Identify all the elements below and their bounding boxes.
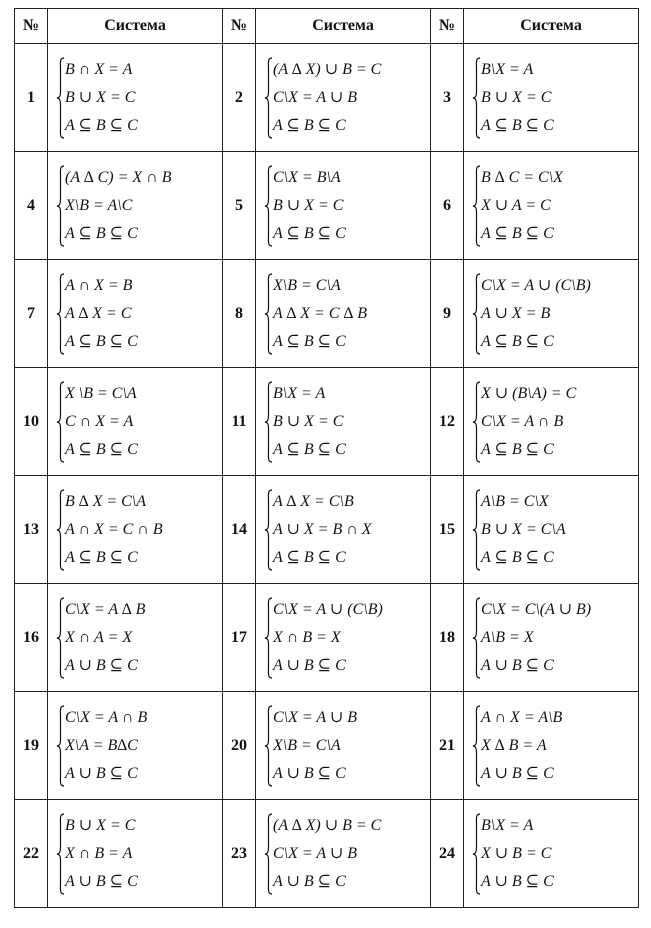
variant-number: 6 <box>431 152 464 260</box>
system-cell <box>464 584 639 692</box>
left-brace-icon <box>56 597 65 679</box>
system-cell <box>256 692 431 800</box>
header-system: Система <box>464 9 639 44</box>
variant-number: 10 <box>15 368 48 476</box>
header-row <box>15 9 639 44</box>
equation: B\X = A <box>481 816 534 834</box>
equation: A ∩ X = C ∩ B <box>65 520 163 538</box>
equation-system <box>472 56 638 140</box>
equation: C\X = A ∪ B <box>273 844 358 862</box>
equation: B ∪ X = C\A <box>481 520 566 538</box>
equation: B ∆ X = C\A <box>65 492 147 510</box>
system-cell <box>256 44 431 152</box>
document-page <box>14 8 638 916</box>
equation: C\X = A ∪ B <box>273 88 358 106</box>
left-brace-icon <box>264 273 273 355</box>
equation: A\B = X <box>481 628 534 646</box>
equation-system <box>264 56 430 140</box>
equation: X ∩ A = X <box>65 628 133 646</box>
equation: X ∪ A = C <box>481 196 551 214</box>
equation: A ⊆ B ⊆ C <box>65 224 138 242</box>
table-row <box>15 800 639 908</box>
equation: B ∪ X = C <box>273 412 344 430</box>
equation-system <box>472 380 638 464</box>
equation: X\A = B∆C <box>65 736 138 754</box>
equation: A ∪ X = B ∩ X <box>273 520 372 538</box>
equation: C\X = A ∪ (C\B) <box>481 276 591 294</box>
equation: A ∆ X = C <box>65 304 132 322</box>
equation-system <box>472 488 638 572</box>
equation: A ⊆ B ⊆ C <box>481 116 554 134</box>
equation-system <box>56 164 222 248</box>
variant-number: 18 <box>431 584 464 692</box>
equation: (A ∆ C) = X ∩ B <box>65 168 172 186</box>
left-brace-icon <box>56 57 65 139</box>
systems-table <box>14 8 639 908</box>
equation: A ∩ X = B <box>65 276 133 294</box>
variant-number: 9 <box>431 260 464 368</box>
left-brace-icon <box>472 381 481 463</box>
equation: X\B = C\A <box>273 276 341 294</box>
table-row <box>15 152 639 260</box>
left-brace-icon <box>472 489 481 571</box>
variant-number: 15 <box>431 476 464 584</box>
system-cell <box>48 152 223 260</box>
system-cell <box>256 476 431 584</box>
equation: A ∪ B ⊆ C <box>481 764 554 782</box>
variant-number: 5 <box>223 152 256 260</box>
equation-system <box>472 272 638 356</box>
equation: X \B = C\A <box>65 384 137 402</box>
system-cell <box>48 692 223 800</box>
equation-system <box>264 272 430 356</box>
equation-system <box>56 596 222 680</box>
equation-system <box>472 596 638 680</box>
left-brace-icon <box>472 57 481 139</box>
equation-system <box>56 272 222 356</box>
system-cell <box>48 800 223 908</box>
header-system: Система <box>48 9 223 44</box>
equation-system <box>264 812 430 896</box>
equation-system <box>472 164 638 248</box>
equation: C\X = A ∩ B <box>481 412 564 430</box>
equation: A ∪ B ⊆ C <box>481 656 554 674</box>
equation: X ∩ B = A <box>65 844 133 862</box>
equation: (A ∆ X) ∪ B = C <box>273 60 382 78</box>
equation: A ∆ X = C\B <box>273 492 354 510</box>
left-brace-icon <box>264 705 273 787</box>
left-brace-icon <box>264 597 273 679</box>
left-brace-icon <box>472 165 481 247</box>
variant-number: 19 <box>15 692 48 800</box>
system-cell <box>256 584 431 692</box>
left-brace-icon <box>264 813 273 895</box>
system-cell <box>48 368 223 476</box>
equation-system <box>56 812 222 896</box>
equation-system <box>264 596 430 680</box>
equation: B\X = A <box>273 384 326 402</box>
variant-number: 2 <box>223 44 256 152</box>
equation: A ∪ B ⊆ C <box>65 656 138 674</box>
system-cell <box>464 800 639 908</box>
equation: A ∪ B ⊆ C <box>65 872 138 890</box>
equation-system <box>56 488 222 572</box>
table-row <box>15 476 639 584</box>
equation: A ⊆ B ⊆ C <box>481 224 554 242</box>
equation: X ∪ (B\A) = C <box>481 384 577 402</box>
equation: A ⊆ B ⊆ C <box>273 332 346 350</box>
equation: B ∩ X = A <box>65 60 133 78</box>
equation: A ⊆ B ⊆ C <box>481 548 554 566</box>
header-number: № <box>15 9 48 44</box>
equation: A ∆ X = C ∆ B <box>273 304 368 322</box>
system-cell <box>48 260 223 368</box>
system-cell <box>48 584 223 692</box>
table-body <box>15 44 639 908</box>
variant-number: 16 <box>15 584 48 692</box>
equation: C\X = A ∪ B <box>273 708 358 726</box>
equation: C\X = A ∩ B <box>65 708 148 726</box>
variant-number: 14 <box>223 476 256 584</box>
equation: B ∪ X = C <box>481 88 552 106</box>
system-cell <box>48 44 223 152</box>
left-brace-icon <box>472 273 481 355</box>
table-row <box>15 260 639 368</box>
equation: X ∆ B = A <box>481 736 547 754</box>
equation: X ∩ B = X <box>273 628 341 646</box>
equation: C\X = B\A <box>273 168 341 186</box>
variant-number: 11 <box>223 368 256 476</box>
equation: (A ∆ X) ∪ B = C <box>273 816 382 834</box>
equation: A ⊆ B ⊆ C <box>65 548 138 566</box>
variant-number: 3 <box>431 44 464 152</box>
variant-number: 23 <box>223 800 256 908</box>
variant-number: 13 <box>15 476 48 584</box>
equation: A ∪ B ⊆ C <box>273 764 346 782</box>
equation: A ⊆ B ⊆ C <box>273 116 346 134</box>
equation: C\X = C\(A ∪ B) <box>481 600 592 618</box>
equation: A ∪ B ⊆ C <box>65 764 138 782</box>
equation: A ∪ B ⊆ C <box>481 872 554 890</box>
left-brace-icon <box>264 165 273 247</box>
equation: A ∪ B ⊆ C <box>273 872 346 890</box>
system-cell <box>464 692 639 800</box>
equation: B\X = A <box>481 60 534 78</box>
system-cell <box>256 260 431 368</box>
system-cell <box>464 44 639 152</box>
equation: A ⊆ B ⊆ C <box>65 332 138 350</box>
equation: C ∩ X = A <box>65 412 134 430</box>
equation-system <box>56 704 222 788</box>
left-brace-icon <box>56 273 65 355</box>
equation: A ⊆ B ⊆ C <box>65 116 138 134</box>
equation: B ∪ X = C <box>65 88 136 106</box>
system-cell <box>464 260 639 368</box>
equation: X\B = C\A <box>273 736 341 754</box>
left-brace-icon <box>264 381 273 463</box>
left-brace-icon <box>56 489 65 571</box>
system-cell <box>48 476 223 584</box>
equation: A ⊆ B ⊆ C <box>481 332 554 350</box>
variant-number: 4 <box>15 152 48 260</box>
header-system: Система <box>256 9 431 44</box>
equation: C\X = A ∆ B <box>65 600 146 618</box>
variant-number: 1 <box>15 44 48 152</box>
header-number: № <box>223 9 256 44</box>
table-row <box>15 368 639 476</box>
left-brace-icon <box>472 813 481 895</box>
system-cell <box>464 368 639 476</box>
left-brace-icon <box>264 57 273 139</box>
table-row <box>15 584 639 692</box>
left-brace-icon <box>56 381 65 463</box>
equation-system <box>264 380 430 464</box>
equation: A\B = C\X <box>481 492 549 510</box>
variant-number: 8 <box>223 260 256 368</box>
system-cell <box>256 152 431 260</box>
equation: X ∪ B = C <box>481 844 552 862</box>
equation: A ⊆ B ⊆ C <box>65 440 138 458</box>
system-cell <box>464 152 639 260</box>
equation: A ∪ B ⊆ C <box>273 656 346 674</box>
left-brace-icon <box>264 489 273 571</box>
variant-number: 24 <box>431 800 464 908</box>
variant-number: 22 <box>15 800 48 908</box>
equation: A ⊆ B ⊆ C <box>481 440 554 458</box>
equation-system <box>472 704 638 788</box>
variant-number: 7 <box>15 260 48 368</box>
left-brace-icon <box>56 165 65 247</box>
left-brace-icon <box>56 705 65 787</box>
equation-system <box>264 164 430 248</box>
equation-system <box>264 704 430 788</box>
equation: A ⊆ B ⊆ C <box>273 224 346 242</box>
equation: B ∆ C = C\X <box>481 168 563 186</box>
table-row <box>15 44 639 152</box>
system-cell <box>256 800 431 908</box>
table-row <box>15 692 639 800</box>
system-cell <box>256 368 431 476</box>
variant-number: 17 <box>223 584 256 692</box>
system-cell <box>464 476 639 584</box>
header-number: № <box>431 9 464 44</box>
variant-number: 12 <box>431 368 464 476</box>
left-brace-icon <box>56 813 65 895</box>
equation: A ⊆ B ⊆ C <box>273 548 346 566</box>
equation: B ∪ X = C <box>273 196 344 214</box>
left-brace-icon <box>472 597 481 679</box>
equation: A ⊆ B ⊆ C <box>273 440 346 458</box>
equation-system <box>264 488 430 572</box>
equation: A ∪ X = B <box>481 304 551 322</box>
equation-system <box>56 380 222 464</box>
variant-number: 21 <box>431 692 464 800</box>
variant-number: 20 <box>223 692 256 800</box>
equation: A ∩ X = A\B <box>481 708 563 726</box>
equation-system <box>472 812 638 896</box>
left-brace-icon <box>472 705 481 787</box>
equation: B ∪ X = C <box>65 816 136 834</box>
equation: X\B = A\C <box>65 196 133 214</box>
equation-system <box>56 56 222 140</box>
equation: C\X = A ∪ (C\B) <box>273 600 383 618</box>
